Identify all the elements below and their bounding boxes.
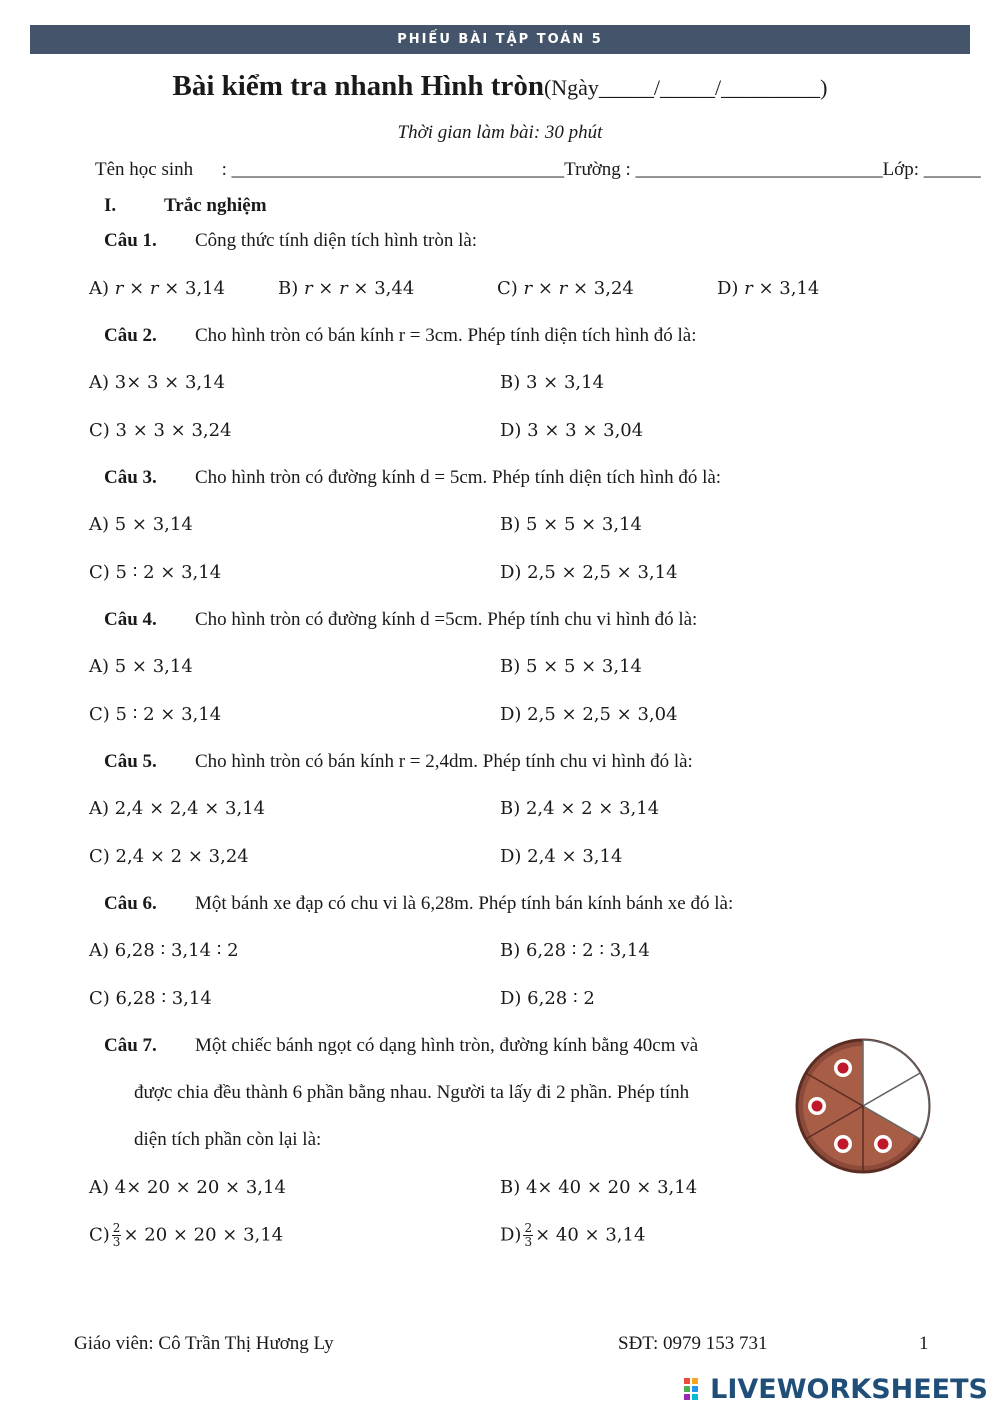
q2-option-c[interactable]: C) 3 × 3 × 3,24 [89,420,232,441]
q5-option-a[interactable]: A) 2,4 × 2,4 × 3,14 [89,798,266,819]
page-title [0,70,1000,103]
section-numeral: I. [104,195,117,216]
q1-option-a[interactable]: A) 𝑟 × 𝑟 × 3,14 [89,278,226,299]
q4-option-a[interactable]: A) 5 × 3,14 [89,656,193,677]
teacher-name: Giáo viên: Cô Trần Thị Hương Ly [74,1333,334,1354]
q7-option-c[interactable] [89,1222,283,1249]
question-4-label: Câu 4. [104,609,157,630]
question-7-text-line-2: được chia đều thành 6 phần bằng nhau. Người ta lấy đi 2 phần. Phép tính [134,1082,690,1103]
question-1-label: Câu 1. [104,230,157,251]
fraction-numerator: 2 [112,1221,121,1235]
question-7-text-line-1: Một chiếc bánh ngọt có dạng hình tròn, đường kính bằng 40cm và [195,1035,699,1056]
q1-option-b[interactable]: B) 𝑟 × 𝑟 × 3,44 [278,278,415,299]
question-5-label: Câu 5. [104,751,157,772]
q7-option-c-rest: × 20 × 20 × 3,14 [123,1224,284,1246]
q3-option-d[interactable]: D) 2,5 × 2,5 × 3,14 [500,562,678,583]
q5-option-d[interactable]: D) 2,4 × 3,14 [500,846,623,867]
q5-option-c[interactable]: C) 2,4 × 2 × 3,24 [89,846,249,867]
question-6-text: Một bánh xe đạp có chu vi là 6,28m. Phép tính bán kính bánh xe đó là: [195,893,734,914]
question-2-text: Cho hình tròn có bán kính r = 3cm. Phép tính diện tích hình đó là: [195,325,697,346]
q5-option-b[interactable]: B) 2,4 × 2 × 3,14 [500,798,660,819]
question-7-text-line-3: diện tích phần còn lại là: [134,1129,322,1150]
question-1-text: Công thức tính diện tích hình tròn là: [195,230,478,251]
q7-option-d-rest: × 40 × 3,14 [535,1224,646,1246]
q3-option-b[interactable]: B) 5 × 5 × 3,14 [500,514,643,535]
q2-option-d[interactable]: D) 3 × 3 × 3,04 [500,420,644,441]
q7-option-a[interactable]: A) 4× 20 × 20 × 3,14 [89,1177,286,1198]
fraction-numerator: 2 [524,1221,533,1235]
page-number: 1 [919,1333,929,1354]
q4-option-d[interactable]: D) 2,5 × 2,5 × 3,04 [500,704,678,725]
question-3-label: Câu 3. [104,467,157,488]
q7-option-b[interactable]: B) 4× 40 × 20 × 3,14 [500,1177,698,1198]
liveworksheets-logo-icon [684,1378,706,1402]
q2-option-a[interactable]: A) 3× 3 × 3,14 [89,372,226,393]
time-limit: Thời gian làm bài: 30 phút [397,122,603,143]
question-7-label: Câu 7. [104,1035,157,1056]
q4-option-c[interactable]: C) 5 ∶ 2 × 3,14 [89,704,222,725]
liveworksheets-text: LIVEWORKSHEETS [710,1374,988,1405]
question-3-text: Cho hình tròn có đường kính d = 5cm. Phép tính diện tích hình đó là: [195,467,722,488]
q6-option-a[interactable]: A) 6,28 ∶ 3,14 ∶ 2 [89,940,239,961]
fraction-denominator: 3 [112,1235,121,1249]
q4-option-b[interactable]: B) 5 × 5 × 3,14 [500,656,643,677]
q3-option-c[interactable]: C) 5 ∶ 2 × 3,14 [89,562,222,583]
q3-option-a[interactable]: A) 5 × 3,14 [89,514,193,535]
question-2-label: Câu 2. [104,325,157,346]
teacher-phone: SĐT: 0979 153 731 [618,1333,768,1354]
question-4-text: Cho hình tròn có đường kính d =5cm. Phép tính chu vi hình đó là: [195,609,698,630]
fraction-two-thirds [523,1222,533,1249]
worksheet-banner: PHIẾU BÀI TẬP TOÁN 5 [30,25,970,54]
question-5-text: Cho hình tròn có bán kính r = 2,4dm. Phép tính chu vi hình đó là: [195,751,693,772]
q1-option-d[interactable]: D) 𝑟 × 3,14 [717,278,820,299]
date-field[interactable]: (Ngày_____/_____/_________) [543,75,828,100]
title-main: Bài kiểm tra nhanh Hình tròn [172,70,544,102]
cake-image [795,1038,931,1174]
q2-option-b[interactable]: B) 3 × 3,14 [500,372,605,393]
fraction-two-thirds [112,1222,122,1249]
q1-option-c[interactable]: C) 𝑟 × 𝑟 × 3,24 [497,278,634,299]
q6-option-c[interactable]: C) 6,28 ∶ 3,14 [89,988,212,1009]
q7-option-d-prefix: D) [500,1224,522,1246]
q7-option-c-prefix: C) [89,1224,110,1246]
liveworksheets-logo[interactable] [684,1374,988,1405]
student-info-line[interactable]: Tên học sinh : ___________________________________Trường : __________________________Lớp: ______ [95,159,981,180]
section-title: Trắc nghiệm [164,195,267,216]
question-6-label: Câu 6. [104,893,157,914]
q6-option-b[interactable]: B) 6,28 ∶ 2 ∶ 3,14 [500,940,650,961]
q7-option-d[interactable] [500,1222,645,1249]
fraction-denominator: 3 [524,1235,533,1249]
q6-option-d[interactable]: D) 6,28 ∶ 2 [500,988,595,1009]
